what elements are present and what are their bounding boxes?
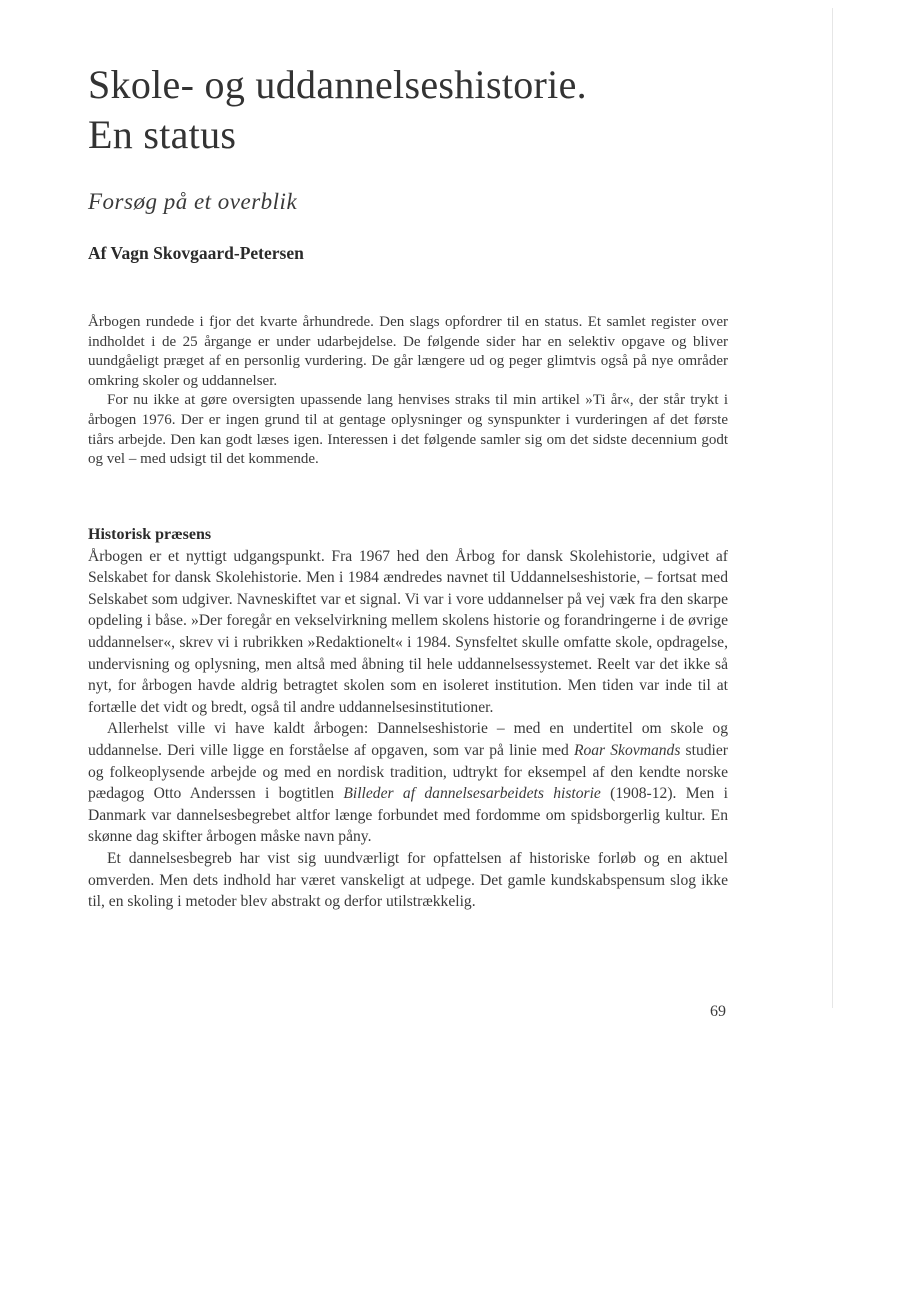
- section-paragraph-1: Årbogen er et nyttigt udgangspunkt. Fra 1967 hed den Årbog for dansk Skolehistorie, udgivet af Selskabet for dansk Skolehistorie. Men i 1984 ændredes navnet til Uddannelseshistorie, – fortsat med Selskabet som udgiver. Navneskiftet var et signal. Vi var i vore uddannelser på vej væk fra den skarpe opdeling i båse. »Der foregår en vekselvirkning mellem skolens historie og forandringerne i de øvrige uddannelser«, skrev vi i rubrikken »Redaktionelt« i 1984. Synsfeltet skulle omfatte skole, opdragelse, undervisning og oplysning, men altså med åbning til hele uddannelsessystemet. Reelt var det ikke så nyt, for årbogen havde aldrig betragtet skolen som en isoleret institution. Men tiden var inde til at fortælle det vidt og bredt, også til andre uddannelsesinstitutioner.: [88, 547, 728, 716]
- title-line-1: Skole- og uddannelseshistorie.: [88, 62, 587, 107]
- section-heading: Historisk præsens: [88, 526, 212, 543]
- article-title: [88, 60, 788, 160]
- intro-paragraph-2: For nu ikke at gøre oversigten upassende lang henvises straks til min artikel »Ti år«, der står trykt i årbogen 1976. Der er ingen grund til at gentage oplysninger og synspunkter i vurderingen af det første tiårs arbejde. Den kan godt læses igen. Interessen i det følgende samler sig om det sidste decennium godt og vel – med udsigt til det kommende.: [88, 392, 728, 468]
- section-historisk-praesens: [88, 524, 728, 913]
- paragraph-2-part-c: (1908-12). Men i Danmark var dannelsesbegrebet altfor længe forbundet med fordomme om spidsborgerlig kultur. En skønne dag skifter årbogen måske navn påny.: [88, 785, 728, 846]
- intro-text: [88, 313, 728, 470]
- article-author: Af Vagn Skovgaard-Petersen: [88, 243, 304, 263]
- intro-paragraph-1: Årbogen rundede i fjor det kvarte århundrede. Den slags opfordrer til en status. Et samlet register over indholdet i de 25 årgange er under udarbejdelse. De følgende sider har en selektiv opgave og bliver uundgåeligt præget af en personlig vurdering. De går længere ud og peger glimtvis også på nye områder omkring skoler og uddannelser.: [88, 314, 728, 389]
- section-paragraph-2: [88, 718, 728, 848]
- page-number: 69: [710, 1003, 726, 1020]
- title-line-2: En status: [88, 112, 237, 157]
- section-paragraph-3: Et dannelsesbegreb har vist sig uundværligt for opfattelsen af historiske forløb og en aktuel omverden. Men dets indhold har været vanskeligt at udpege. Det gamle kundskabspensum slog ikke til, en skoling i metoder blev abstrakt og derfor utilstrækkelig.: [88, 849, 728, 911]
- paragraph-2-part-a: Allerhelst ville vi have kaldt årbogen: Dannelseshistorie – med en undertitel om skole og uddannelse. Deri ville ligge en forståelse af opgaven, som var på linie med: [88, 720, 728, 759]
- emphasis-book-title: Billeder af dannelsesarbeidets historie: [343, 785, 601, 803]
- article-subtitle: Forsøg på et overblik: [88, 189, 298, 214]
- page-edge-line: [832, 8, 833, 1008]
- emphasis-roar-skovmands: Roar Skovmands: [573, 741, 681, 759]
- paragraph-2-part-b: studier og folkeoplysende arbejde og med en nordisk tradition, udtrykt for eksempel af den kendte norske pædagog Otto Anderssen i bogtitlen: [88, 741, 729, 803]
